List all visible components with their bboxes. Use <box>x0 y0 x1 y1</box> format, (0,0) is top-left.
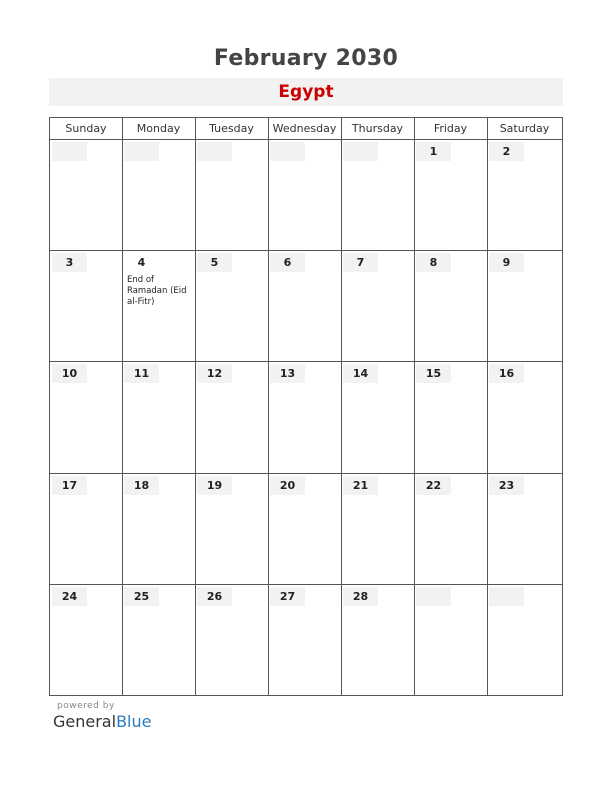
day-cell[interactable] <box>122 474 195 584</box>
day-cell[interactable] <box>487 140 562 250</box>
brand-blue: Blue <box>116 712 152 731</box>
weekday-monday: Monday <box>136 122 181 135</box>
day-cell[interactable] <box>341 140 414 250</box>
weekday-header-row <box>50 118 562 140</box>
day-number: 1 <box>416 142 451 161</box>
day-number <box>52 142 87 161</box>
page-title: February 2030 <box>213 46 399 71</box>
day-number: 27 <box>270 587 305 606</box>
day-number: 17 <box>52 476 87 495</box>
day-number: 21 <box>343 476 378 495</box>
day-number: 12 <box>197 364 232 383</box>
day-number: 15 <box>416 364 451 383</box>
day-number: 26 <box>197 587 232 606</box>
day-number <box>197 142 232 161</box>
day-number: 11 <box>124 364 159 383</box>
calendar-grid <box>49 117 563 696</box>
powered-by-label: powered by <box>57 701 115 711</box>
day-cell[interactable] <box>268 362 341 472</box>
day-cell[interactable] <box>50 362 122 472</box>
day-cell[interactable] <box>341 251 414 361</box>
weekday-tuesday: Tuesday <box>209 122 254 135</box>
weekday-friday: Friday <box>433 122 468 135</box>
day-cell[interactable] <box>487 474 562 584</box>
day-number: 24 <box>52 587 87 606</box>
day-cell[interactable] <box>195 474 268 584</box>
day-cell[interactable] <box>195 251 268 361</box>
day-cell[interactable] <box>195 362 268 472</box>
day-cell[interactable] <box>268 140 341 250</box>
day-cell[interactable] <box>122 585 195 695</box>
day-number: 25 <box>124 587 159 606</box>
day-cell[interactable] <box>122 362 195 472</box>
day-cell[interactable] <box>341 474 414 584</box>
day-cell[interactable] <box>268 474 341 584</box>
day-cell[interactable] <box>414 140 487 250</box>
day-number: 18 <box>124 476 159 495</box>
day-number: 7 <box>343 253 378 272</box>
day-cell[interactable] <box>122 140 195 250</box>
day-number: 23 <box>489 476 524 495</box>
day-cell[interactable] <box>341 585 414 695</box>
day-cell[interactable] <box>414 474 487 584</box>
day-cell[interactable] <box>487 251 562 361</box>
brand-logo[interactable] <box>53 712 151 731</box>
day-number <box>416 587 451 606</box>
day-number: 3 <box>52 253 87 272</box>
weekday-thursday: Thursday <box>351 122 404 135</box>
day-number: 9 <box>489 253 524 272</box>
day-cell[interactable] <box>341 362 414 472</box>
day-cell[interactable] <box>122 251 195 361</box>
day-number: 5 <box>197 253 232 272</box>
day-number: 20 <box>270 476 305 495</box>
day-cell[interactable] <box>50 474 122 584</box>
day-number: 6 <box>270 253 305 272</box>
country-banner <box>49 78 563 106</box>
day-number <box>489 587 524 606</box>
country-name: Egypt <box>278 82 334 102</box>
weekday-wednesday: Wednesday <box>272 122 337 135</box>
day-number: 10 <box>52 364 87 383</box>
day-cell[interactable] <box>268 585 341 695</box>
day-cell[interactable] <box>268 251 341 361</box>
brand-general: General <box>53 712 117 731</box>
day-cell[interactable] <box>414 585 487 695</box>
day-cell[interactable] <box>414 362 487 472</box>
day-number: 14 <box>343 364 378 383</box>
weekday-saturday: Saturday <box>499 122 550 135</box>
day-number <box>343 142 378 161</box>
day-cell[interactable] <box>50 140 122 250</box>
day-number: 2 <box>489 142 524 161</box>
day-cell[interactable] <box>195 140 268 250</box>
day-cell[interactable] <box>50 585 122 695</box>
day-cell[interactable] <box>487 585 562 695</box>
weekday-sunday: Sunday <box>65 122 107 135</box>
day-number <box>270 142 305 161</box>
day-number: 22 <box>416 476 451 495</box>
holiday-event: End of Ramadan (Eid al-Fitr) <box>127 275 187 308</box>
day-number: 4 <box>137 256 146 270</box>
day-cell[interactable] <box>50 251 122 361</box>
day-number: 16 <box>489 364 524 383</box>
day-cell[interactable] <box>195 585 268 695</box>
day-cell[interactable] <box>487 362 562 472</box>
day-number: 8 <box>416 253 451 272</box>
day-number: 28 <box>343 587 378 606</box>
day-cell[interactable] <box>414 251 487 361</box>
day-number <box>124 142 159 161</box>
day-number: 13 <box>270 364 305 383</box>
day-number: 19 <box>197 476 232 495</box>
